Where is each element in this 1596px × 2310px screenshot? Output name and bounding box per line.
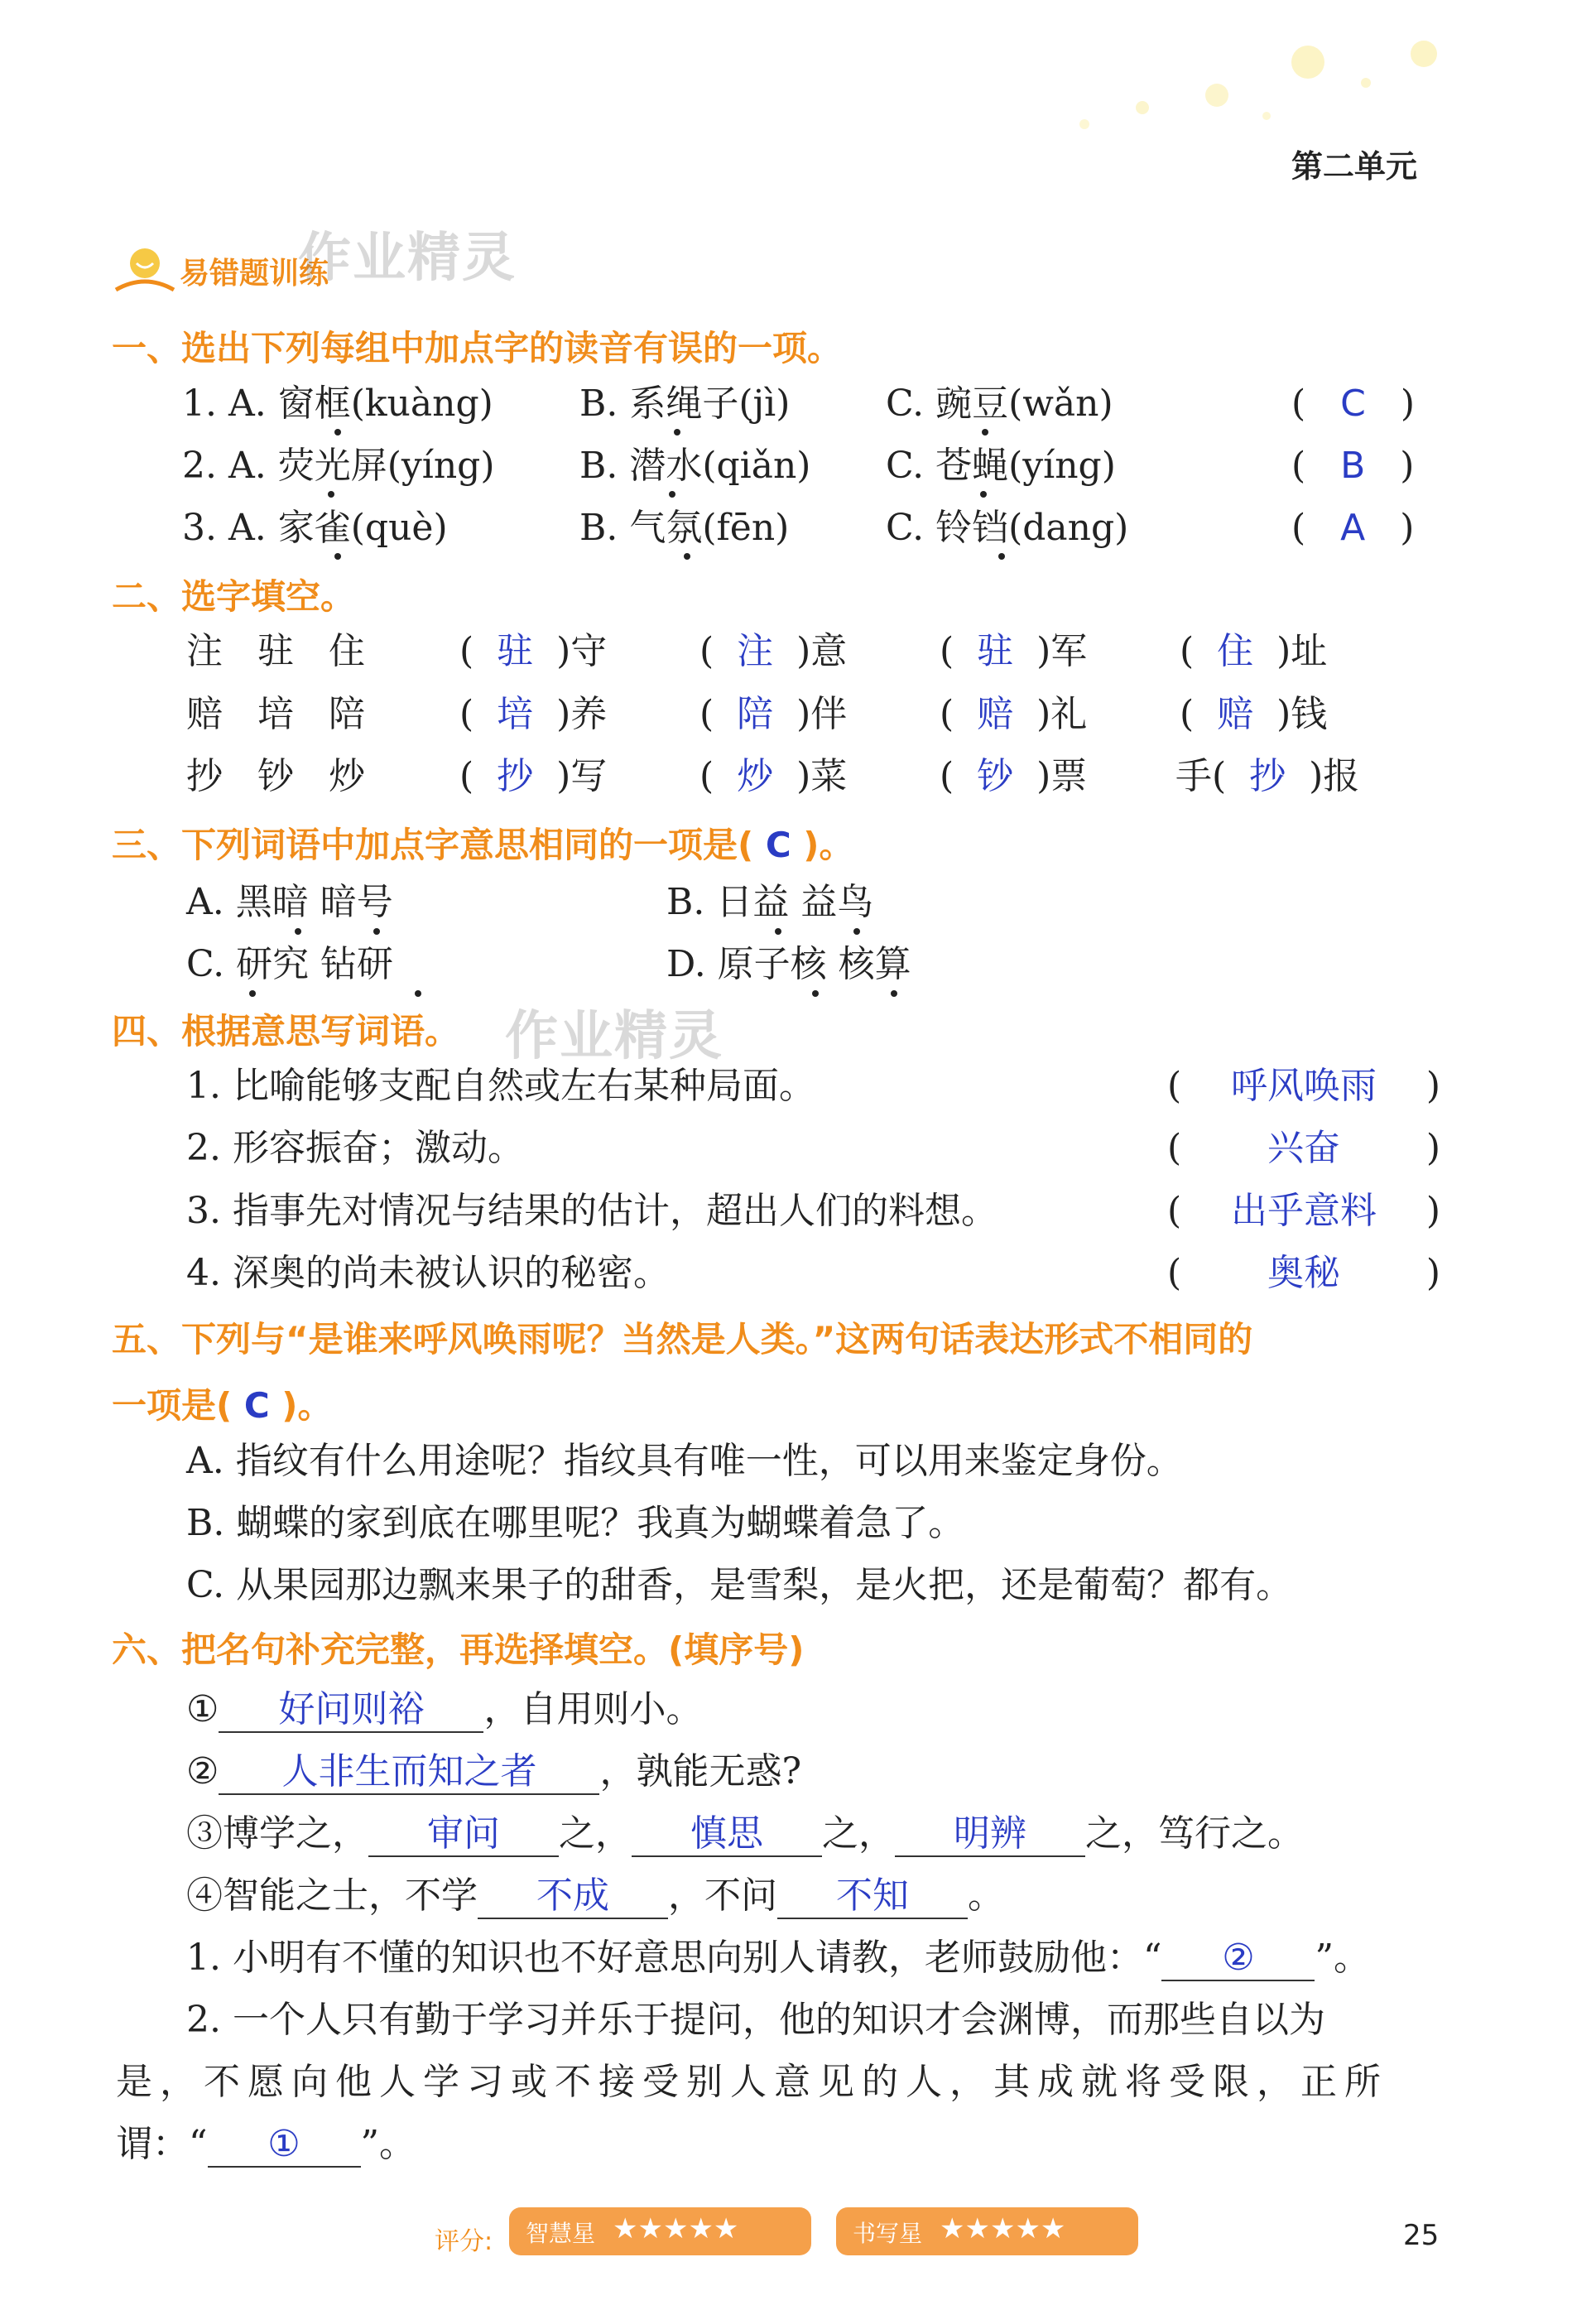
star-icons[interactable]: ★★★★★ <box>940 2212 1066 2245</box>
s6-line-1: ① 好问则裕 ，自用则小。 <box>186 1685 702 1735</box>
unit-title: 第二单元 <box>1291 148 1418 185</box>
s1-title: 一、选出下列每组中加点字的读音有误的一项。 <box>112 328 843 368</box>
s1-answer-2: ( B ) <box>1291 445 1415 487</box>
s5-option-b: B. 蝴蝶的家到底在哪里呢？我真为蝴蝶着急了。 <box>186 1502 965 1544</box>
s4-title: 四、根据意思写词语。 <box>112 1011 460 1052</box>
s6-line-3: ③博学之， 审问 之， 慎思 之， 明辨 之，笃行之。 <box>186 1809 1304 1859</box>
s2-title: 二、选字填空。 <box>112 576 356 617</box>
s3-option-b: B. 日益 益鸟 <box>666 881 874 923</box>
s6-question-2-line1: 2. 一个人只有勤于学习并乐于提问，他的知识才会渊博，而那些自以为 <box>186 1999 1325 2041</box>
s3-title: 三、下列词语中加点字意思相同的一项是( C )。 <box>112 825 854 865</box>
s4-row-2: 2. 形容振奋；激动。 <box>186 1127 524 1169</box>
s4-row-4: 4. 深奥的尚未被认识的秘密。 <box>186 1252 670 1294</box>
s2-chars-1: 注 驻 住 <box>186 630 377 672</box>
s1-row-2: 2. A. 荧光屏(yíng) <box>182 445 495 487</box>
s4-row-1: 1. 比喻能够支配自然或左右某种局面。 <box>186 1065 815 1107</box>
emphasis-dots <box>0 0 1596 1010</box>
s5-option-c: C. 从果园那边飘来果子的甜香，是雪梨，是火把，还是葡萄？都有。 <box>186 1564 1293 1606</box>
s6-question-1: 1. 小明有不懂的知识也不好意思向别人请教，老师鼓励他：“ ② ”。 <box>186 1933 1370 1983</box>
s1-answer-1: ( C ) <box>1291 383 1415 425</box>
wisdom-star-rating: 智慧星 ★★★★★ <box>509 2207 811 2255</box>
watermark-2: 作业精灵 <box>505 1006 723 1067</box>
s2-chars-2: 赔 培 陪 <box>186 693 377 735</box>
score-label: 评分: <box>435 2227 493 2256</box>
page-number: 25 <box>1403 2219 1440 2252</box>
s6-line-2: ② 人非生而知之者 ，孰能无惑? <box>186 1747 801 1797</box>
s1-row-3: 3. A. 家雀(què) <box>182 507 448 549</box>
s3-option-d: D. 原子核 核算 <box>666 943 911 985</box>
s6-title: 六、把名句补充完整，再选择填空。(填序号) <box>112 1629 805 1670</box>
s6-question-2-line3: 谓：“ ① ”。 <box>116 2120 416 2169</box>
star-icons[interactable]: ★★★★★ <box>613 2212 739 2245</box>
watermark: 作业精灵 <box>298 228 517 289</box>
s5-option-a: A. 指纹有什么用途呢？指纹具有唯一性，可以用来鉴定身份。 <box>186 1440 1183 1482</box>
s1-answer-3: ( A ) <box>1291 507 1415 549</box>
s1-row-1: 1. A. 窗框(kuàng) <box>182 383 493 425</box>
s4-row-3: 3. 指事先对情况与结果的估计，超出人们的料想。 <box>186 1190 997 1232</box>
s6-line-4: ④智能之士，不学 不成 ，不问 不知 。 <box>186 1871 1004 1921</box>
s3-option-c: C. 研究 钻研 <box>186 943 394 985</box>
s5-title-line1: 五、下列与“是谁来呼风唤雨呢？当然是人类。”这两句话表达形式不相同的 <box>112 1319 1253 1360</box>
s6-question-2-line2: 是，不愿向他人学习或不接受别人意见的人，其成就将受限，正所 <box>116 2061 1388 2103</box>
s1-r1-a: 窗框(kuàng) <box>277 383 493 425</box>
s5-title-line2: 一项是( C )。 <box>112 1385 333 1426</box>
writing-star-rating: 书写星 ★★★★★ <box>836 2207 1138 2255</box>
s2-chars-3: 抄 钞 炒 <box>186 755 377 797</box>
s3-option-a: A. 黑暗 暗号 <box>186 881 393 923</box>
section-badge-label: 易错题训练 <box>180 257 329 291</box>
